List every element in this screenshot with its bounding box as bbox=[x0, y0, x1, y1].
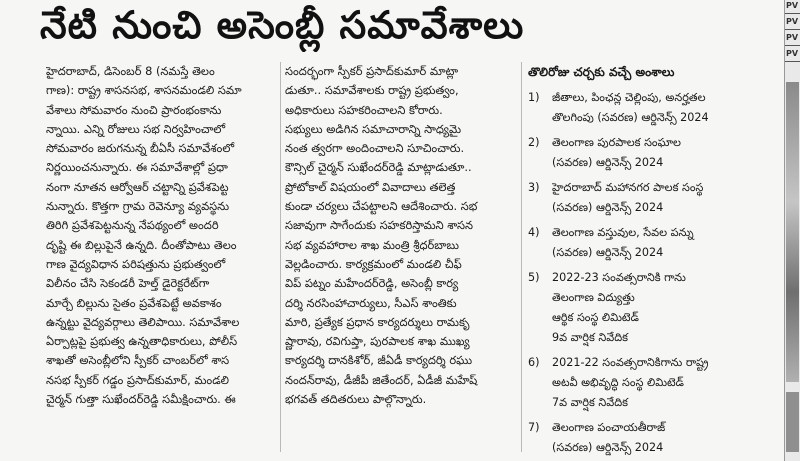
edge-rule bbox=[785, 29, 800, 30]
edge-tab-label: PV bbox=[786, 1, 799, 10]
agenda-item-number: 4) bbox=[528, 226, 540, 239]
article-column-2 bbox=[285, 62, 513, 452]
article-text-line: న్నాయి. ఎన్ని రోజులు సభ నిర్వహించాలో bbox=[46, 121, 226, 136]
article-text-line: హైదరాబాద్, డిసెంబర్ 8 (నమస్తే తెలం bbox=[46, 64, 215, 78]
article-text-line: సభ్యులు అడిగిన సమాచారాన్ని సాధ్యమై bbox=[285, 121, 462, 136]
agenda-item bbox=[528, 223, 768, 263]
edge-tab-label: PV bbox=[786, 33, 799, 42]
agenda-item-text: ఆర్థిక సంస్థ లిమిటెడ్ bbox=[552, 311, 639, 324]
agenda-item-number: 3) bbox=[528, 181, 540, 194]
article-text-line: ప్రోటోకాల్ విషయంలో వివాదాలు తలెత్త bbox=[285, 179, 456, 194]
article-text-line: నున్నారు. కొత్తగా గ్రామ రెవెన్యూ వ్యవస్థను bbox=[46, 199, 230, 214]
article-text-line: వేశాలు సోమవారం నుంచి ప్రారంభంకాను bbox=[46, 102, 222, 117]
edge-rule bbox=[785, 13, 800, 14]
agenda-item-text: (సవరణ) ఆర్డినెన్స్ 2024 bbox=[552, 246, 664, 259]
adjacent-page-edge bbox=[784, 0, 800, 461]
edge-tab-label: PV bbox=[786, 49, 799, 58]
article-text-line: డుతూ.. సమావేశాలకు రాష్ట్ర ప్రభుత్వం, bbox=[285, 83, 459, 98]
article-text-line: దర్శి నరసింహాచార్యులు, సీఎస్ శాంతికు bbox=[285, 295, 457, 310]
headline: నేటి నుంచి అసెంబ్లీ సమావేశాలు bbox=[40, 3, 525, 47]
column-divider bbox=[521, 62, 522, 452]
edge-tab-label: PV bbox=[786, 17, 799, 26]
agenda-sidebar bbox=[528, 62, 768, 457]
agenda-item-text: తెలంగాణ పురపాలక సంఘాల bbox=[552, 136, 681, 149]
article-text-line: చైర్మన్ గుత్తా సుఖేందర్‌రెడ్డి సమీక్షించారు. ఈ bbox=[46, 392, 236, 407]
agenda-item-text: (సవరణ) ఆర్డినెన్స్ 2024 bbox=[552, 156, 664, 169]
article-text-line: ఏర్పాట్లపై ప్రభుత్వ ఉన్నతాధికారులు, పోలీస్ bbox=[46, 334, 238, 349]
agenda-item bbox=[528, 88, 768, 128]
agenda-item-number: 7) bbox=[528, 421, 540, 434]
article-text-line: విప్ పట్నం మహేందర్‌రెడ్డి, అసెంబ్లీ కార్య bbox=[285, 276, 459, 291]
agenda-item-text: (సవరణ) ఆర్డినెన్స్ 2024 bbox=[552, 201, 664, 214]
agenda-list bbox=[528, 88, 768, 457]
agenda-heading: తొలిరోజు చర్చకు వచ్చే అంశాలు bbox=[528, 65, 675, 79]
agenda-item-text: తెలంగాణ పంచాయతీరాజ్ bbox=[552, 421, 666, 434]
agenda-item bbox=[528, 133, 768, 173]
agenda-item-text: 2021-22 సంవత్సరానికిగాను రాష్ట్ర bbox=[552, 356, 709, 369]
edge-rule bbox=[785, 61, 800, 62]
article-text-line: విలీనం చేసి సెకండరీ హెల్త్ డైరెక్టరేట్‌గా bbox=[46, 276, 210, 291]
article-text-line: కార్యదర్శి దానకిశోర్, జీఏడీ కార్యదర్శి రఘు bbox=[285, 353, 473, 368]
agenda-item bbox=[528, 178, 768, 218]
article-text-line: మార్చే బిల్లును సైతం ప్రవేశపెట్టే అవకాశం bbox=[46, 295, 222, 310]
adjacent-photo bbox=[786, 82, 799, 382]
article-column-1 bbox=[46, 62, 274, 452]
column-divider bbox=[280, 62, 281, 452]
agenda-item-text: తెలంగాణ విద్యుత్తు bbox=[552, 291, 635, 304]
article-text-line: సందర్భంగా స్పీకర్ ప్రసాద్‌కుమార్ మాట్లా bbox=[285, 64, 459, 78]
article-text-line: శాఖతో అసెంబ్లీలోని స్పీకర్ చాంబర్‌లో శాస bbox=[46, 353, 230, 368]
agenda-item-text: 9వ వార్షిక నివేదిక bbox=[552, 331, 628, 344]
article-text-line: తిరిగి ప్రవేశపెట్టనున్న నేపథ్యంలో అందరి bbox=[46, 218, 219, 233]
article-text-line: గాణ): రాష్ట్ర శాసనసభ, శాసనమండలి సమా bbox=[46, 83, 242, 98]
agenda-item-text: హైదరాబాద్ మహానగర పాలక సంస్థ bbox=[552, 181, 704, 194]
agenda-item bbox=[528, 353, 768, 413]
agenda-item-text: జీతాలు, పింఛన్ల చెల్లింపు, అనర్హతల bbox=[552, 91, 706, 104]
agenda-item-number: 6) bbox=[528, 356, 540, 369]
article-text-line: కుండా చర్యలు చేపట్టాలని ఆదేశించారు. సభ bbox=[285, 199, 478, 214]
article-text-line: సజావుగా సాగేందుకు సహకరిస్తామని శాసన bbox=[285, 218, 473, 233]
article-text-line: దృష్టి ఈ బిల్లుపైనే ఉన్నది. దీంతోపాటు తెలం bbox=[46, 237, 237, 252]
agenda-item-text: తెలంగాణ వస్తువుల, సేవల పన్ను bbox=[552, 226, 694, 239]
agenda-item-text: తొలగింపు (సవరణ) ఆర్డినెన్స్ 2024 bbox=[552, 111, 709, 124]
article-text-line: నందన్‌రావు, డీజీపీ జితేందర్, ఏడీజీ మహేష్ bbox=[285, 372, 478, 387]
agenda-item-text: 2022-23 సంవత్సరానికి గాను bbox=[552, 271, 686, 284]
agenda-item-number: 5) bbox=[528, 271, 540, 284]
article-text-line: సోమవారం జరుగనున్న బీఏసీ సమావేశంలో bbox=[46, 141, 235, 156]
agenda-item-text: (సవరణ) ఆర్డినెన్స్ 2024 bbox=[552, 441, 664, 454]
agenda-item-text: అటవీ అభివృద్ధి సంస్థ లిమిటెడ్ bbox=[552, 376, 684, 389]
agenda-item-number: 2) bbox=[528, 136, 540, 149]
article-text-line: నసభ స్పీకర్ గడ్డం ప్రసాద్‌కుమార్, మండలి bbox=[46, 372, 229, 387]
article-text-line: అధికారులు సహకరించాలని కోరారు. bbox=[285, 102, 443, 117]
article-text-line: సభ వ్యవహారాల శాఖ మంత్రి శ్రీధర్‌బాబు bbox=[285, 237, 459, 252]
agenda-item bbox=[528, 268, 768, 348]
article-text-line: వెల్లడించారు. కార్యక్రమంలో మండలి చీఫ్ bbox=[285, 256, 462, 271]
agenda-item-number: 1) bbox=[528, 91, 540, 104]
article-text-line: నంత త్వరగా అందించాలని సూచించారు. bbox=[285, 141, 465, 156]
article-text-line: భగవత్ తదితరులు పాల్గొన్నారు. bbox=[285, 392, 427, 407]
article-text-line: ష్ణారావు, రవిగుప్తా, పురపాలక శాఖ ముఖ్య bbox=[285, 334, 470, 349]
article-text-line: మారి, ప్రత్యేక ప్రధాన కార్యదర్శులు రామకృ bbox=[285, 314, 470, 329]
article-text-line: నంగా నూతన ఆర్వోఆర్ చట్టాన్ని ప్రవేశపెట్ట bbox=[46, 179, 229, 194]
agenda-item-text: 7వ వార్షిక నివేదిక bbox=[552, 396, 628, 409]
adjacent-photo bbox=[786, 392, 799, 452]
edge-rule bbox=[785, 45, 800, 46]
article-text-line: ఉన్నట్టు వైద్యవర్గాలు తెలిపాయి. సమావేశాల bbox=[46, 314, 240, 329]
article-text-line: నిర్ణయించనున్నారు. ఈ సమావేశాల్లో ప్రధా bbox=[46, 160, 228, 175]
article-text-line: కౌన్సిల్ చైర్మన్ సుఖేందర్‌రెడ్డి మాట్లాడుతూ.. bbox=[285, 160, 472, 175]
article-text-line: గాణ వైద్యవిధాన పరిషత్తును ప్రభుత్వంలో bbox=[46, 256, 226, 271]
agenda-item bbox=[528, 418, 768, 457]
